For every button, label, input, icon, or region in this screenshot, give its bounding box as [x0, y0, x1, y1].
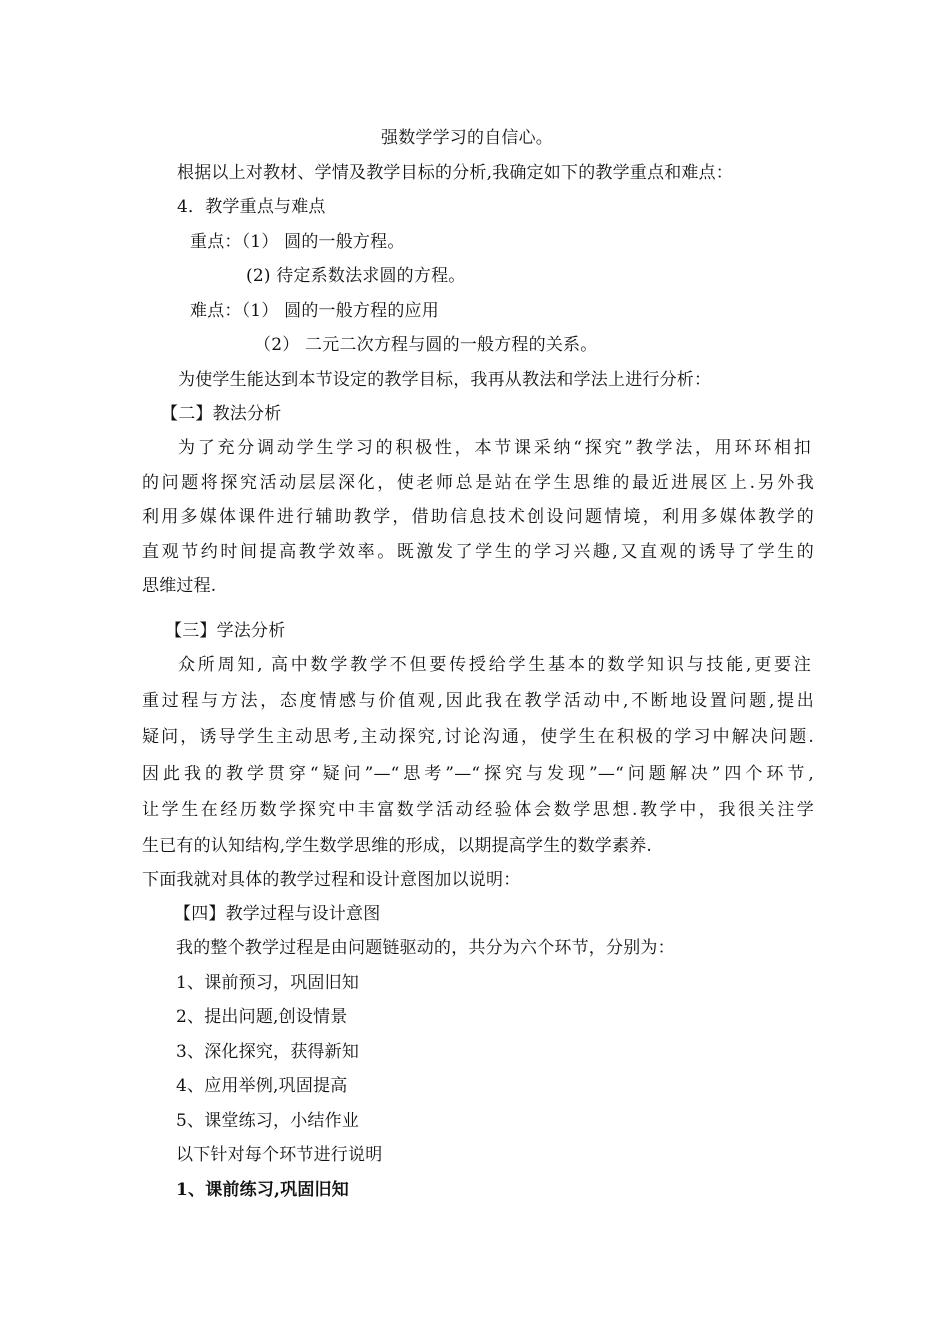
paragraph-line: 为了充分调动学生学习的积极性，本节课采纳“探究”教学法，用环环相扣	[178, 438, 811, 458]
paragraph-line: 因此我的教学贯穿“疑问”—“思考”—“探究与发现”—“问题解决”四个环节,	[142, 764, 814, 784]
list-item: 4、应用举例,巩固提高	[176, 1076, 348, 1096]
difficult-point-1: 难点：（1） 圆的一般方程的应用	[190, 301, 439, 321]
subsection-heading: 1、课前练习,巩固旧知	[176, 1180, 349, 1200]
paragraph-line: 思维过程.	[142, 576, 217, 596]
text-line: 根据以上对教材、学情及教学目标的分析,我确定如下的教学重点和难点：	[177, 163, 734, 183]
text-line: 为使学生能达到本节设定的教学目标，我再从教法和学法上进行分析：	[178, 370, 712, 390]
section-heading: 【二】教法分析	[161, 404, 282, 424]
list-item: 3、深化探究，获得新知	[176, 1042, 360, 1062]
text-line: 下面我就对具体的教学过程和设计意图加以说明：	[142, 870, 521, 890]
paragraph-line: 疑问，诱导学生主动思考,主动探究,讨论沟通，使学生在积极的学习中解决问题.	[142, 727, 814, 747]
text-line: 强数学学习的自信心。	[381, 128, 553, 148]
difficult-point-2: （2） 二元二次方程与圆的一般方程的关系。	[254, 335, 598, 355]
paragraph-line: 利用多媒体课件进行辅助教学，借助信息技术创设问题情境，利用多媒体教学的	[142, 507, 814, 527]
key-point-1: 重点：（1） 圆的一般方程。	[190, 232, 405, 252]
paragraph-line: 生已有的认知结构,学生数学思维的形成，以期提高学生的数学素养.	[142, 836, 653, 856]
section-heading: 【四】教学过程与设计意图	[174, 904, 381, 924]
list-item: 1、课前预习，巩固旧知	[176, 973, 360, 993]
paragraph-line: 的问题将探究活动层层深化，使老师总是站在学生思维的最近进展区上.另外我	[142, 473, 814, 493]
list-item: 5、课堂练习，小结作业	[176, 1111, 360, 1131]
paragraph-line: 让学生在经历数学探究中丰富数学活动经验体会数学思想.教学中，我很关注学	[142, 800, 814, 820]
text-line: 我的整个教学过程是由问题链驱动的，共分为六个环节，分别为：	[176, 938, 675, 958]
paragraph-line: 众所周知, 高中数学教学不但要传授给学生基本的数学知识与技能,更要注	[178, 655, 811, 675]
paragraph-line: 重过程与方法，态度情感与价值观,因此我在教学活动中,不断地设置问题,提出	[142, 691, 814, 711]
paragraph-line: 直观节约时间提高教学效率。既激发了学生的学习兴趣,又直观的诱导了学生的	[142, 542, 814, 562]
section-heading: 【三】学法分析	[165, 621, 286, 641]
list-item: 2、提出问题,创设情景	[176, 1007, 348, 1027]
section-heading: 4．教学重点与难点	[177, 197, 326, 217]
text-line: 以下针对每个环节进行说明	[176, 1145, 383, 1165]
key-point-2: (2) 待定系数法求圆的方程。	[246, 266, 466, 286]
